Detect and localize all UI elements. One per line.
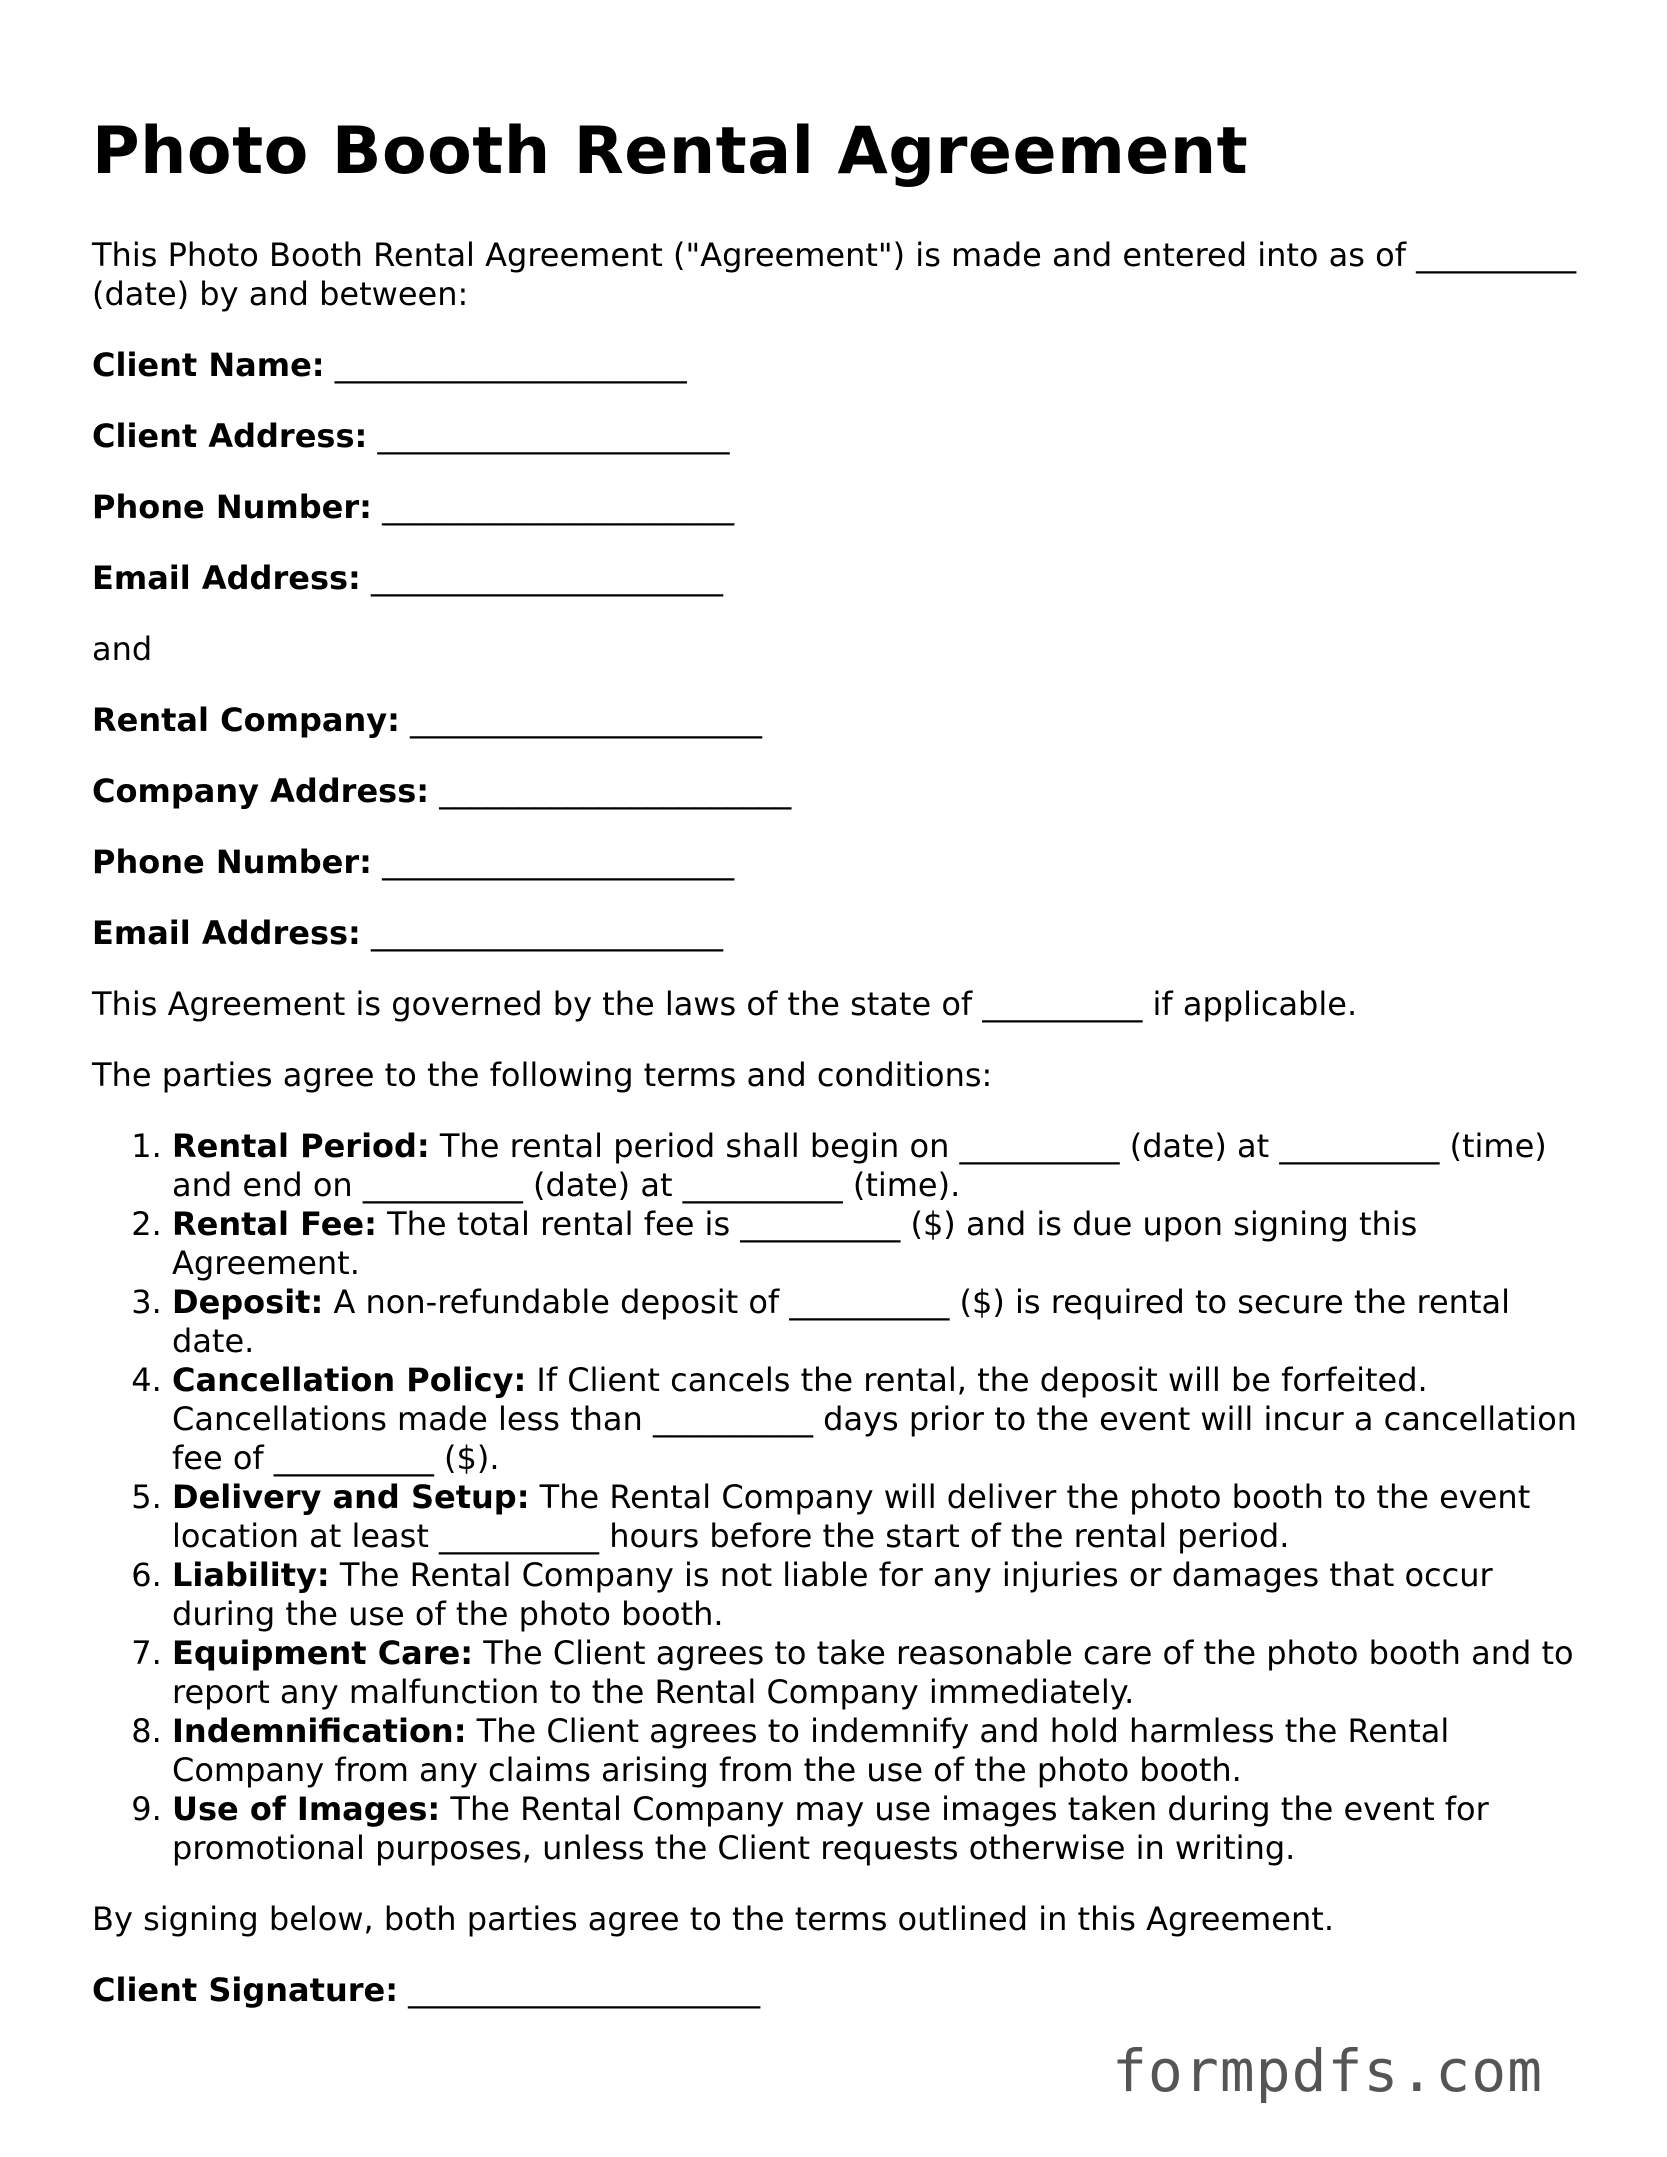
intro-paragraph: This Photo Booth Rental Agreement ("Agreement") is made and entered into as of __________ (date) by and between:	[92, 236, 1577, 313]
term-item	[172, 1790, 1592, 1868]
company-phone-blank[interactable]: ______________________	[382, 843, 735, 881]
company-address-blank[interactable]: ______________________	[439, 772, 792, 810]
client-name-field	[92, 346, 1592, 385]
company-email-blank[interactable]: ______________________	[371, 914, 723, 952]
terms-list	[92, 1127, 1592, 1868]
client-name-blank[interactable]: ______________________	[334, 346, 687, 384]
client-name-label: Client Name:	[92, 346, 325, 384]
document-page	[92, 112, 1592, 2042]
term-item	[172, 1361, 1592, 1478]
term-text: The Client agrees to take reasonable care of the photo booth and to report any malfunction to the Rental Company immediately.	[172, 1634, 1574, 1711]
client-email-label: Email Address:	[92, 559, 361, 597]
term-title: Use of Images:	[172, 1790, 441, 1828]
client-address-label: Client Address:	[92, 417, 368, 455]
term-item	[172, 1478, 1592, 1556]
client-phone-field	[92, 488, 1592, 527]
term-text: The total rental fee is __________ ($) and is due upon signing this Agreement.	[172, 1205, 1418, 1282]
term-title: Indemnification:	[172, 1712, 467, 1750]
term-title: Liability:	[172, 1556, 330, 1594]
term-title: Rental Period:	[172, 1127, 430, 1165]
company-email-field	[92, 914, 1592, 953]
term-title: Delivery and Setup:	[172, 1478, 530, 1516]
term-text: The Rental Company is not liable for any injuries or damages that occur during the use of the photo booth.	[172, 1556, 1493, 1633]
client-address-field	[92, 417, 1592, 456]
term-item	[172, 1127, 1592, 1205]
governing-law-paragraph: This Agreement is governed by the laws of the state of __________ if applicable.	[92, 985, 1358, 1023]
client-address-blank[interactable]: ______________________	[377, 417, 730, 455]
company-address-field	[92, 772, 1592, 811]
term-title: Deposit:	[172, 1283, 324, 1321]
company-email-label: Email Address:	[92, 914, 361, 952]
company-phone-field	[92, 843, 1592, 882]
client-phone-label: Phone Number:	[92, 488, 372, 526]
signing-statement: By signing below, both parties agree to the terms outlined in this Agreement.	[92, 1900, 1334, 1938]
term-item	[172, 1283, 1592, 1361]
term-text: If Client cancels the rental, the deposit will be forfeited. Cancellations made less than __________ days prior to the event will incur a cancellation fee of __________ ($).	[172, 1361, 1578, 1477]
watermark-text: formpdfs.com	[1112, 2037, 1544, 2105]
client-signature-field	[92, 1971, 1592, 2010]
client-signature-label: Client Signature:	[92, 1971, 398, 2009]
term-title: Equipment Care:	[172, 1634, 474, 1672]
rental-company-label: Rental Company:	[92, 701, 400, 739]
client-email-field	[92, 559, 1592, 598]
term-title: Cancellation Policy:	[172, 1361, 527, 1399]
term-text: A non-refundable deposit of __________ ($) is required to secure the rental date.	[172, 1283, 1510, 1360]
client-phone-blank[interactable]: ______________________	[382, 488, 735, 526]
rental-company-blank[interactable]: ______________________	[410, 701, 763, 739]
term-text: The Rental Company will deliver the photo booth to the event location at least __________ hours before the start of the rental period.	[172, 1478, 1531, 1555]
client-signature-blank[interactable]: ______________________	[408, 1971, 761, 2009]
term-item	[172, 1556, 1592, 1634]
rental-company-field	[92, 701, 1592, 740]
company-phone-label: Phone Number:	[92, 843, 372, 881]
term-text: The rental period shall begin on __________ (date) at __________ (time) and end on __________ (date) at __________ (time).	[172, 1127, 1547, 1204]
terms-intro: The parties agree to the following terms and conditions:	[92, 1056, 993, 1094]
client-email-blank[interactable]: ______________________	[371, 559, 723, 597]
term-item	[172, 1205, 1592, 1283]
term-title: Rental Fee:	[172, 1205, 377, 1243]
and-separator: and	[92, 630, 153, 668]
term-text: The Client agrees to indemnify and hold harmless the Rental Company from any claims arising from the use of the photo booth.	[172, 1712, 1450, 1789]
term-item	[172, 1634, 1592, 1712]
company-address-label: Company Address:	[92, 772, 430, 810]
term-text: The Rental Company may use images taken during the event for promotional purposes, unless the Client requests otherwise in writing.	[172, 1790, 1489, 1867]
term-item	[172, 1712, 1592, 1790]
document-title: Photo Booth Rental Agreement	[92, 114, 1249, 189]
